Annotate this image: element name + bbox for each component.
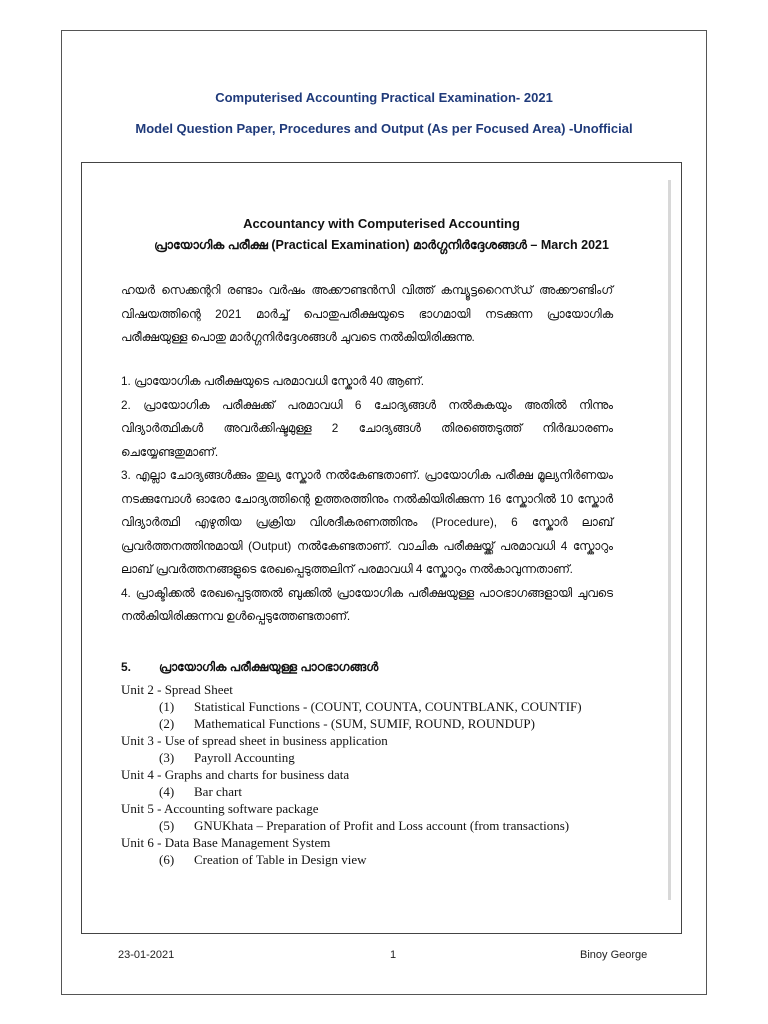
item-text: Mathematical Functions - (SUM, SUMIF, ROUND, ROUNDUP) xyxy=(194,716,535,731)
syllabus-heading-text: പ്രായോഗിക പരീക്ഷയുള്ള പാഠഭാഗങ്ങൾ xyxy=(159,660,379,674)
unit-item xyxy=(121,698,621,715)
unit-item xyxy=(121,851,621,868)
unit-item xyxy=(121,817,621,834)
guideline-points xyxy=(121,370,613,629)
unit-title: Unit 4 - Graphs and charts for business data xyxy=(121,767,350,782)
guideline-point-1: 1. പ്രായോഗിക പരീക്ഷയുടെ പരമാവധി സ്കോർ 40 ആണ്. xyxy=(121,374,425,388)
unit-item xyxy=(121,749,621,766)
item-text: GNUKhata – Preparation of Profit and Loss account (from transactions) xyxy=(194,818,570,833)
footer-date: 23-01-2021 xyxy=(118,949,175,961)
item-text: Payroll Accounting xyxy=(194,750,295,765)
item-text: Bar chart xyxy=(194,784,243,799)
unit-title: Unit 3 - Use of spread sheet in business application xyxy=(121,733,388,748)
guideline-point-3: 3. എല്ലാ ചോദ്യങ്ങൾക്കും തുല്യ സ്കോർ നൽകേണ്ടതാണ്. പ്രായോഗിക പരീക്ഷ മൂല്യനിർണയം നടക്കുമ്പോൾ ഓരോ ചോദ്യത്തിന്റെ ഉത്തരത്തിനും നൽകിയിരിക്കുന്ന 16 സ്കോറിൽ 10 സ്കോർ വിദ്യാർത്ഥി എഴുതിയ പ്രക്രിയ വിശദീകരണത്തിനും (Procedure), 6 സ്കോർ ലാബ് പ്രവർത്തനത്തിനുമായി (Output) നൽകേണ്ടതാണ്. വാചിക പരീക്ഷയ്ക്ക് പരമാവധി 4 സ്കോറും ലാബ് പ്രവർത്തനങ്ങളുടെ രേഖപ്പെടുത്തലിന് പരമാവധി 4 സ്കോറും നൽകാവുന്നതാണ്. xyxy=(121,468,613,576)
syllabus-heading xyxy=(121,660,621,675)
guideline-point-4: 4. പ്രാക്ടിക്കൽ രേഖപ്പെടുത്തൽ ബുക്കിൽ പ്രായോഗിക പരീക്ഷയുള്ള പാഠഭാഗങ്ങളായി ചുവടെ നൽകിയിരിക്കുന്നവ ഉൾപ്പെടുത്തേണ്ടതാണ്. xyxy=(121,585,613,623)
item-text: Statistical Functions - (COUNT, COUNTA, COUNTBLANK, COUNTIF) xyxy=(194,699,582,714)
scan-heading: Accountancy with Computerised Accounting xyxy=(243,216,520,231)
unit-title: Unit 6 - Data Base Management System xyxy=(121,835,331,850)
item-number: (4) xyxy=(159,784,175,799)
item-number: (2) xyxy=(159,716,175,731)
scan-edge-shadow xyxy=(668,180,671,900)
item-number: (6) xyxy=(159,852,175,867)
item-text: Creation of Table in Design view xyxy=(194,852,367,867)
unit-item xyxy=(121,783,621,800)
item-number: (1) xyxy=(159,699,175,714)
unit-title: Unit 2 - Spread Sheet xyxy=(121,682,233,697)
item-number: (5) xyxy=(159,818,175,833)
item-number: (3) xyxy=(159,750,175,765)
unit-item xyxy=(121,715,621,732)
document-subtitle: Model Question Paper, Procedures and Output (As per Focused Area) -Unofficial xyxy=(135,121,633,136)
footer-author: Binoy George xyxy=(580,949,648,961)
syllabus-number: 5. xyxy=(121,660,132,674)
scan-subheading: പ്രായോഗിക പരീക്ഷ (Practical Examination) മാർഗ്ഗനിർദ്ദേശങ്ങൾ – March 2021 xyxy=(154,238,609,252)
guideline-point-2: 2. പ്രായോഗിക പരീക്ഷക്ക് പരമാവധി 6 ചോദ്യങ്ങൾ നൽകുകയും അതിൽ നിന്നും വിദ്യാർത്ഥികൾ അവർക്കിഷ്ടമുള്ള 2 ചോദ്യങ്ങൾ തിരഞ്ഞെടുത്ത് നിർദ്ധാരണം ചെയ്യേണ്ടതുമാണ്. xyxy=(121,397,613,459)
intro-paragraph: ഹയർ സെക്കന്ററി രണ്ടാം വർഷം അക്കൗണ്ടൻസി വിത്ത് കമ്പ്യൂട്ടറൈസ്ഡ് അക്കൗണ്ടിംഗ് വിഷയത്തിന്റെ 2021 മാർച്ച് പൊതുപരീക്ഷയുടെ ഭാഗമായി നടക്കുന്ന പ്രായോഗിക പരീക്ഷയുള്ള പൊതു മാർഗ്ഗനിർദ്ദേശങ്ങൾ ചുവടെ നൽകിയിരിക്കുന്നു. xyxy=(121,283,613,344)
unit-title: Unit 5 - Accounting software package xyxy=(121,801,319,816)
document-title: Computerised Accounting Practical Examination- 2021 xyxy=(215,90,553,105)
footer-page-number: 1 xyxy=(390,949,397,961)
syllabus-section xyxy=(121,660,621,868)
